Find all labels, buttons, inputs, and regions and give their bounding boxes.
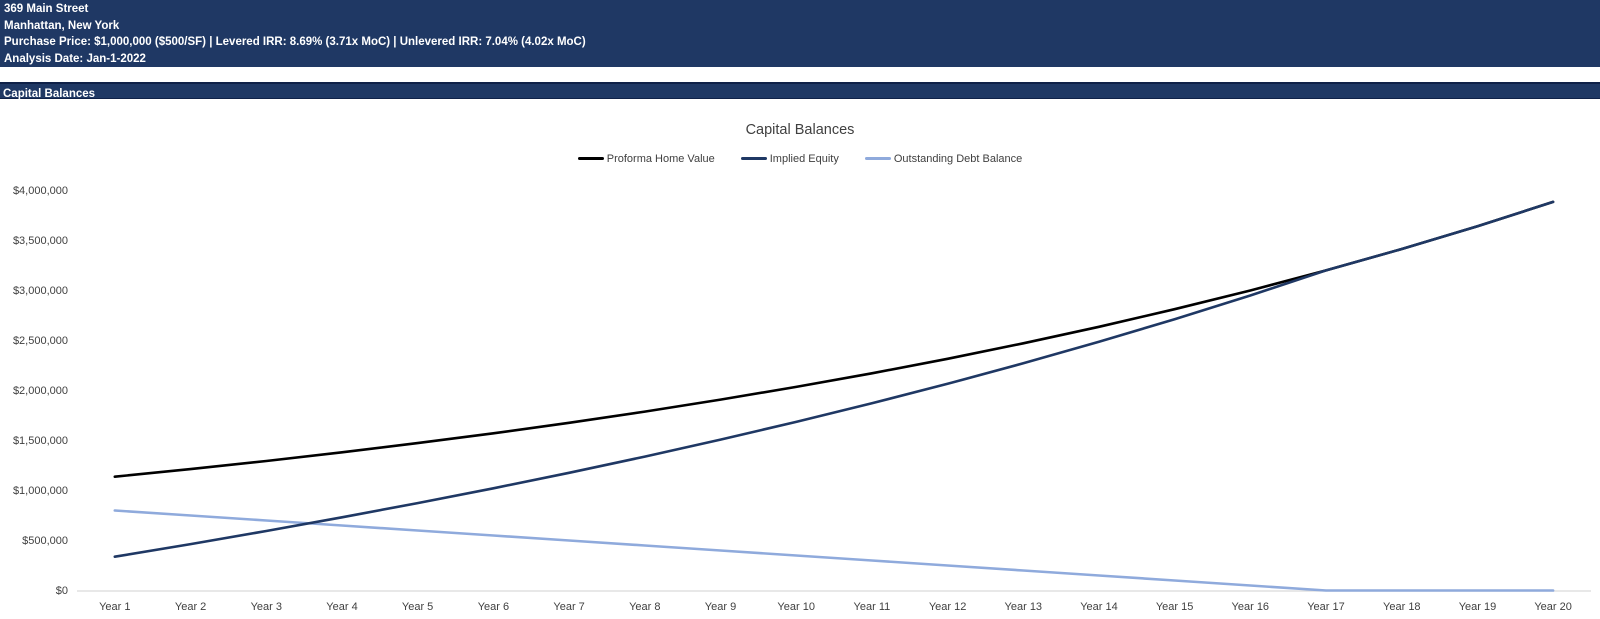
analysis-date: Analysis Date: Jan-1-2022 [4, 52, 146, 65]
x-tick-label: Year 8 [629, 601, 661, 613]
legend-label: Implied Equity [769, 152, 839, 165]
legend-label: Proforma Home Value [606, 152, 715, 165]
x-tick-label: Year 7 [553, 601, 585, 613]
x-tick-label: Year 2 [174, 601, 207, 613]
x-tick-label: Year 14 [1080, 601, 1118, 613]
series-line-outstanding-debt-balance [115, 511, 1553, 591]
series-line-proforma-home-value [115, 202, 1553, 477]
x-tick-label: Year 3 [250, 601, 282, 613]
property-city: Manhattan, New York [4, 19, 120, 32]
x-tick-label: Year 20 [1534, 601, 1572, 613]
x-tick-label: Year 13 [1004, 601, 1043, 613]
x-tick-label: Year 15 [1155, 601, 1194, 613]
x-tick-label: Year 18 [1383, 601, 1421, 613]
x-tick-label: Year 12 [928, 601, 967, 613]
x-tick-label: Year 19 [1458, 601, 1497, 613]
chart-title: Capital Balances [745, 122, 855, 138]
x-tick-label: Year 4 [326, 601, 358, 613]
y-tick-label: $1,500,000 [12, 434, 68, 447]
y-tick-label: $3,000,000 [12, 284, 68, 297]
y-tick-label: $500,000 [22, 534, 68, 547]
x-tick-label: Year 17 [1307, 601, 1345, 613]
y-tick-label: $0 [55, 584, 68, 597]
y-tick-label: $2,500,000 [12, 334, 68, 347]
y-tick-label: $2,000,000 [12, 384, 68, 397]
property-metrics: Purchase Price: $1,000,000 ($500/SF) | Levered IRR: 8.69% (3.71x MoC) | Unlevered IRR: 7.04% (4.02x MoC) [4, 36, 586, 48]
x-tick-label: Year 9 [704, 601, 737, 613]
legend-label: Outstanding Debt Balance [893, 152, 1023, 165]
y-tick-label: $1,000,000 [12, 484, 68, 497]
x-tick-label: Year 10 [777, 601, 815, 613]
section-title: Capital Balances [3, 88, 96, 100]
x-tick-label: Year 16 [1231, 601, 1270, 613]
x-tick-label: Year 1 [99, 601, 131, 613]
x-tick-label: Year 6 [477, 601, 510, 613]
x-tick-label: Year 11 [853, 601, 891, 613]
property-address: 369 Main Street [4, 3, 89, 15]
y-tick-label: $4,000,000 [12, 184, 68, 197]
x-tick-label: Year 5 [401, 601, 434, 613]
y-tick-label: $3,500,000 [12, 234, 68, 247]
